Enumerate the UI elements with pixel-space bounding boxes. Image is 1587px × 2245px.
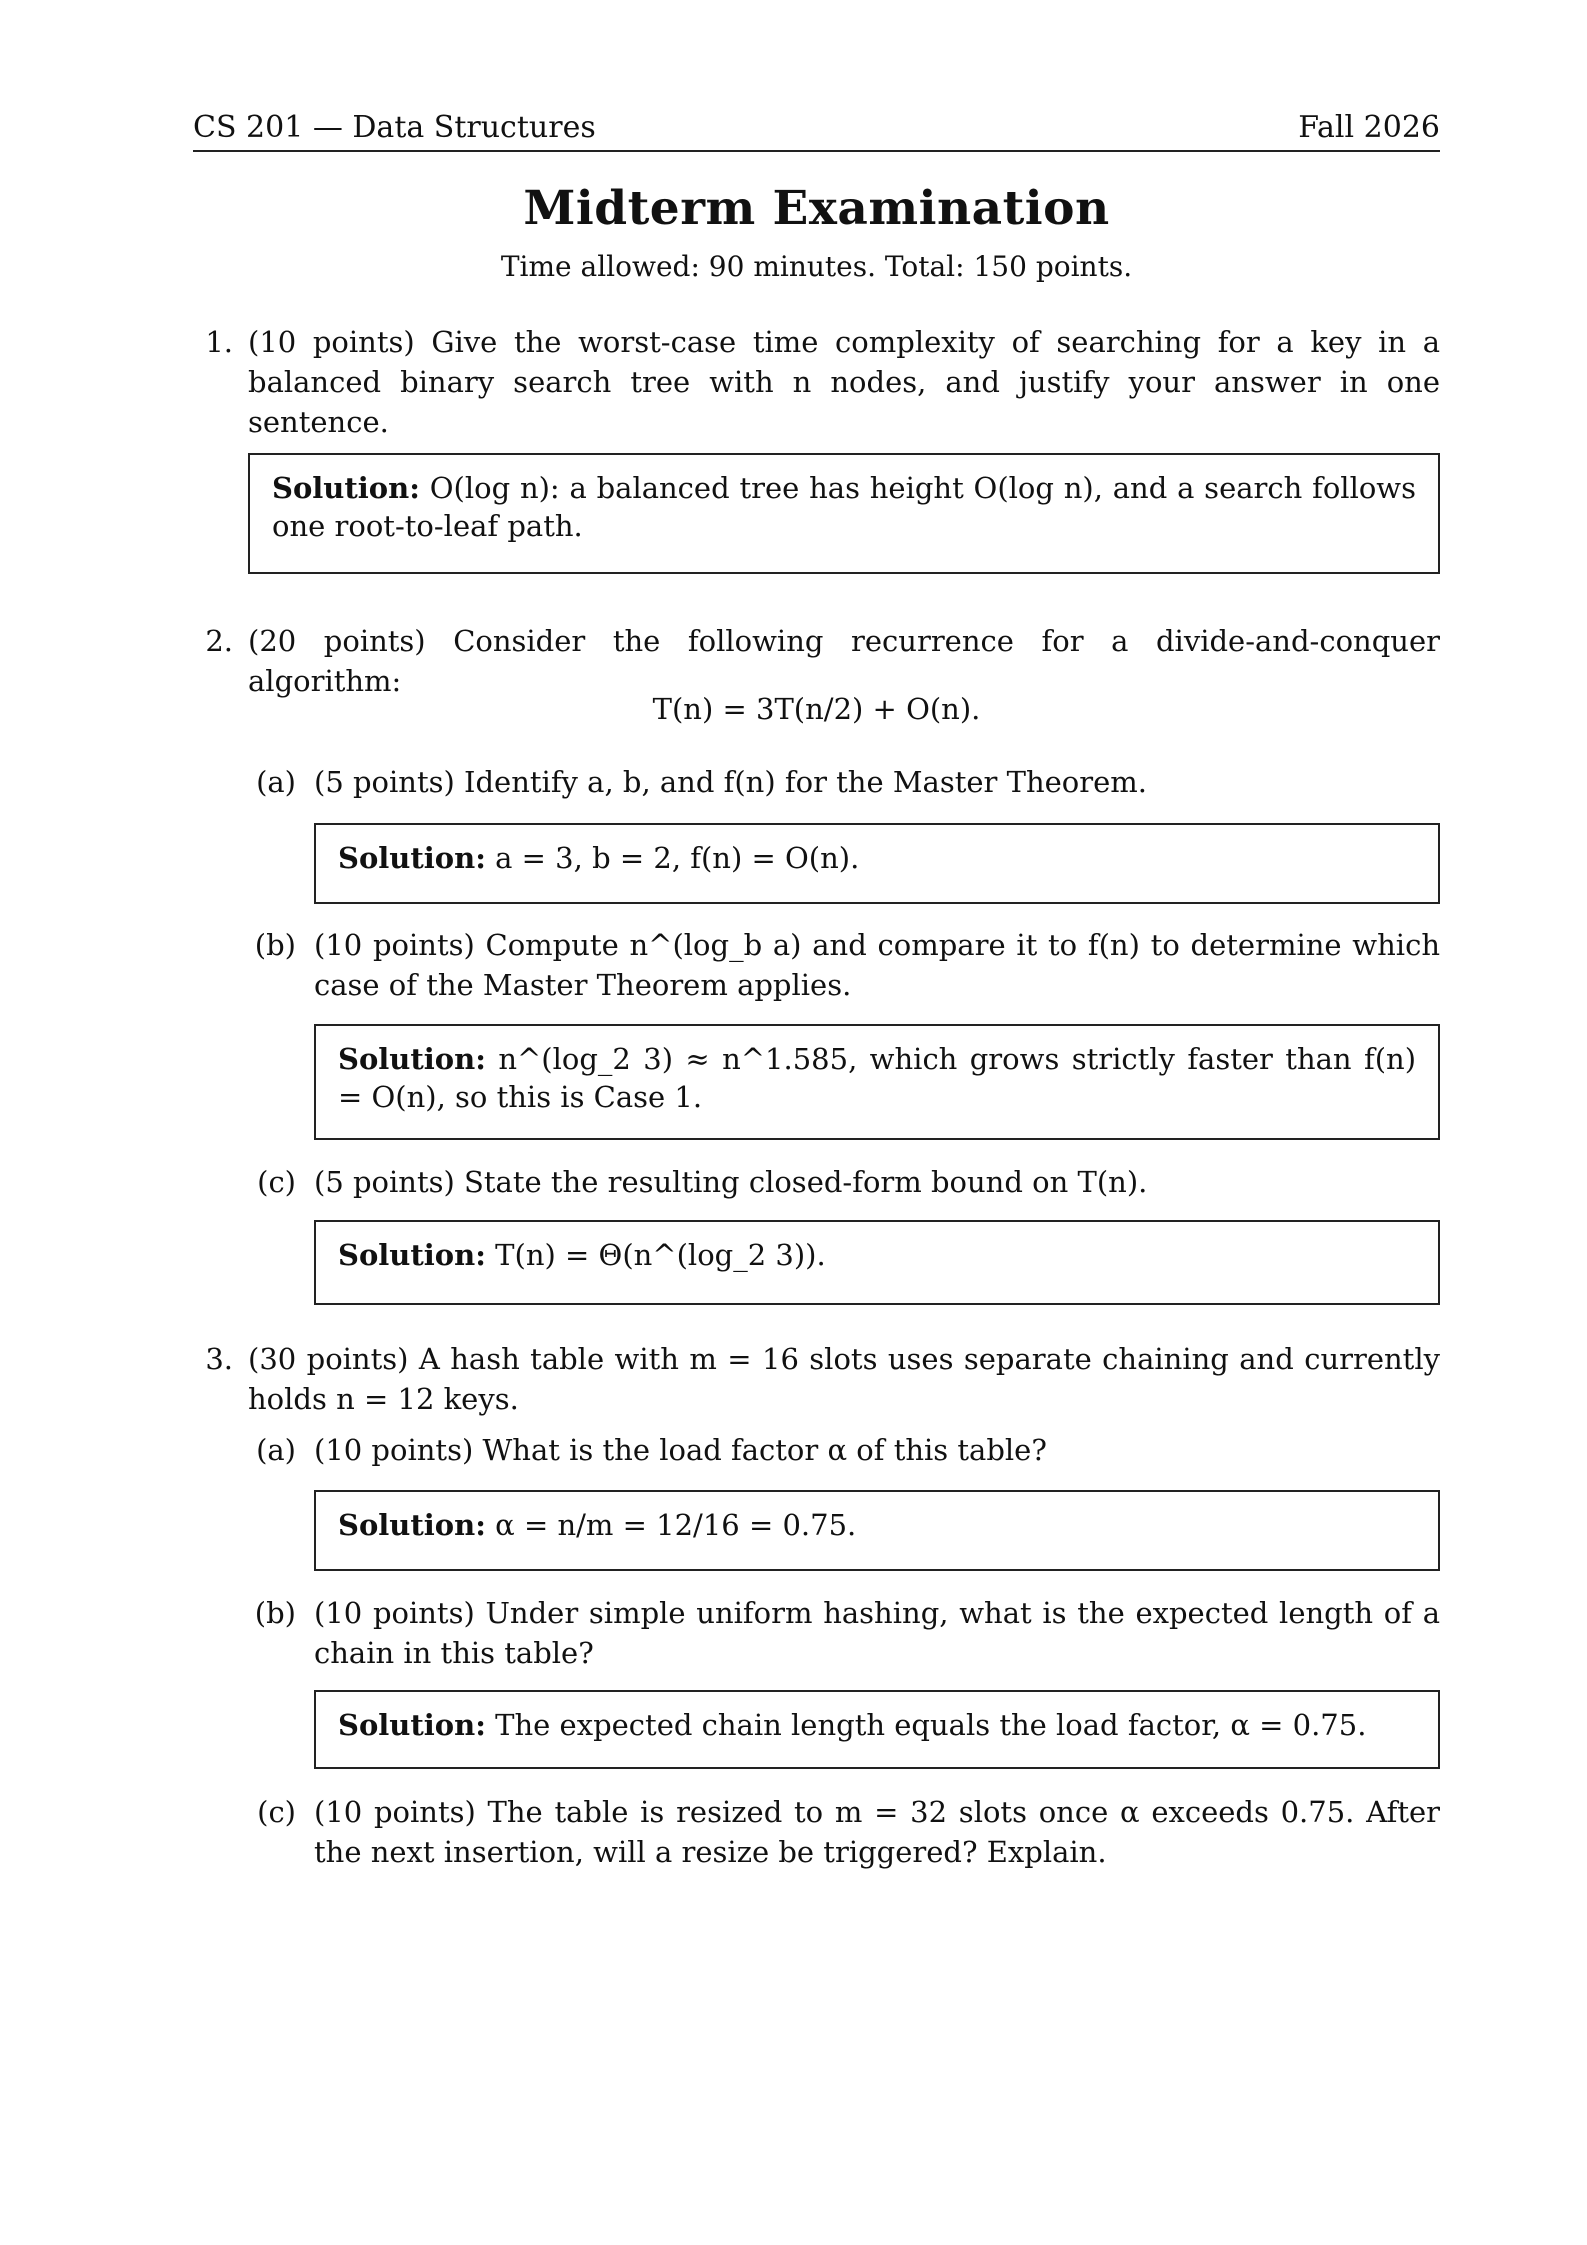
question-1-text: (10 points) Give the worst-case time complexity of searching for a key in a balanced binary search tree with n nodes, and justify your answer in one sentence. <box>248 325 1440 439</box>
question-number: 3. <box>205 1342 233 1376</box>
solution-label: Solution: <box>338 1508 486 1542</box>
question-2-text: (20 points) Consider the following recurrence for a divide-and-conquer algorithm: <box>248 624 1440 698</box>
part-2c-text: (5 points) State the resulting closed-form bound on T(n). <box>314 1165 1148 1199</box>
solution-text: α = n/m = 12/16 = 0.75. <box>495 1508 857 1542</box>
course-name: CS 201 — Data Structures <box>193 110 596 145</box>
exam-title: Midterm Examination <box>523 181 1110 236</box>
solution-box <box>314 823 1440 904</box>
part-label: (b) <box>254 928 296 962</box>
part-2b-text: (10 points) Compute n^(log_b a) and compare it to f(n) to determine which case of the Master Theorem applies. <box>314 928 1440 1002</box>
part-label: (c) <box>257 1795 296 1829</box>
part-label: (a) <box>256 765 296 799</box>
part-3b-text: (10 points) Under simple uniform hashing, what is the expected length of a chain in this table? <box>314 1596 1440 1670</box>
solution-box <box>314 1024 1440 1140</box>
running-header <box>193 108 1440 152</box>
solution-box <box>314 1220 1440 1305</box>
question-3-text: (30 points) A hash table with m = 16 slots uses separate chaining and currently holds n = 12 keys. <box>248 1342 1440 1416</box>
part-3a-text: (10 points) What is the load factor α of this table? <box>314 1433 1047 1467</box>
solution-box <box>314 1490 1440 1571</box>
part-label: (a) <box>256 1433 296 1467</box>
solution-box <box>248 453 1440 574</box>
question-number: 2. <box>205 624 233 658</box>
solution-text: T(n) = Θ(n^(log_2 3)). <box>495 1238 826 1272</box>
part-2a-text: (5 points) Identify a, b, and f(n) for the Master Theorem. <box>314 765 1148 799</box>
term-label: Fall 2026 <box>1298 110 1440 145</box>
solution-label: Solution: <box>338 1042 486 1076</box>
solution-label: Solution: <box>338 841 486 875</box>
recurrence-equation: T(n) = 3T(n/2) + O(n). <box>652 692 981 726</box>
question-number: 1. <box>205 325 233 359</box>
solution-label: Solution: <box>272 471 420 505</box>
solution-label: Solution: <box>338 1238 486 1272</box>
part-label: (c) <box>257 1165 296 1199</box>
solution-text: a = 3, b = 2, f(n) = O(n). <box>495 841 860 875</box>
solution-box <box>314 1690 1440 1769</box>
solution-text: O(log n): a balanced tree has height O(log n), and a search follows one root-to-leaf path. <box>272 471 1417 543</box>
part-3c-text: (10 points) The table is resized to m = 32 slots once α exceeds 0.75. After the next insertion, will a resize be triggered? Explain. <box>314 1795 1440 1869</box>
solution-label: Solution: <box>338 1708 486 1742</box>
solution-text: The expected chain length equals the load factor, α = 0.75. <box>495 1708 1367 1742</box>
part-label: (b) <box>254 1596 296 1630</box>
exam-subtitle: Time allowed: 90 minutes. Total: 150 points. <box>500 250 1133 283</box>
solution-text: n^(log_2 3) ≈ n^1.585, which grows strictly faster than f(n) = O(n), so this is Case 1. <box>338 1042 1417 1114</box>
